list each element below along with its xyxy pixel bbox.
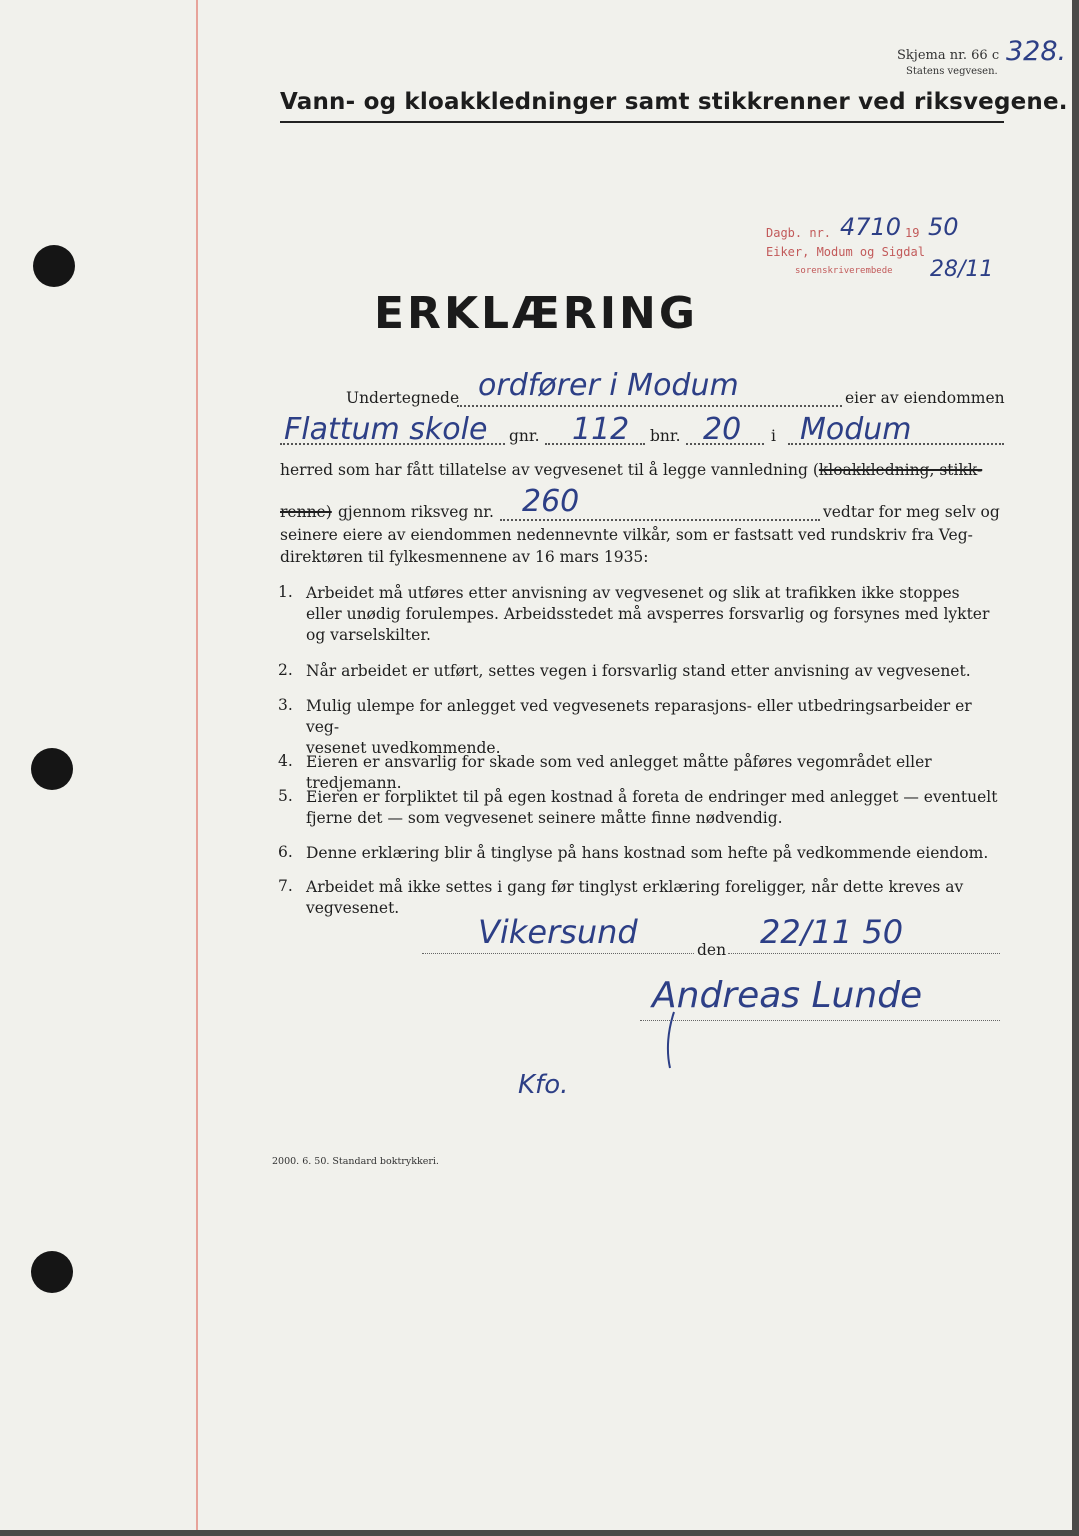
form-number: Skjema nr. 66 c [897,48,1000,63]
gnr-value: 112 [572,412,630,447]
condition-item [306,661,1006,682]
road-field-line [500,519,820,521]
printer-imprint: 2000. 6. 50. Standard boktrykkeri. [272,1156,439,1167]
body-line-3 [280,461,982,479]
condition-number: 6. [278,843,293,861]
bnr-value: 20 [703,412,742,447]
condition-item [306,843,1006,864]
stamp-year: 50 [928,213,959,241]
condition-number: 3. [278,696,293,714]
riksveg-label: gjennom riksveg nr. [338,503,494,521]
punch-hole [31,748,73,790]
stamp-dagbok-label: Dagb. nr. [766,226,832,240]
eier-label: eier av eiendommen [845,389,1005,407]
date-field-line [728,953,1000,954]
condition-item [306,583,1006,646]
undertegnede-label: Undertegnede [346,389,460,407]
signature: Andreas Lunde [652,975,923,1016]
stamp-court-name: Eiker, Modum og Sigdal [766,245,925,259]
stamp-dagbok-number: 4710 [840,213,902,241]
punch-hole [33,245,75,287]
margin-rule [196,0,198,1530]
undertegnede-value: ordfører i Modum [478,368,739,403]
condition-line: Når arbeidet er utført, settes vegen i forsvarlig stand etter anvisning av vegvesenet. [306,662,971,680]
condition-number: 1. [278,583,293,601]
struck-text: renne) [280,503,332,521]
condition-number: 2. [278,661,293,679]
body-line-5: seinere eiere av eiendommen nedennevnte vilkår, som er fastsatt ved rundskriv fra Veg- [280,526,973,544]
document-heading: Vann- og kloakkledninger samt stikkrenner ved riksvegene. [280,89,1068,115]
condition-number: 5. [278,787,293,805]
road-number-value: 260 [522,484,580,519]
bnr-label: bnr. [650,427,681,445]
stamp-court-office: sorenskriverembede [795,266,893,276]
property-value: Flattum skole [284,412,488,447]
stamp-year-prefix: 19 [905,226,920,240]
signing-date: 22/11 50 [760,913,904,951]
signing-place: Vikersund [478,913,638,951]
condition-line: Arbeidet må ikke settes i gang før tinglyst erklæring foreligger, når dette kreves av [306,878,964,896]
gnr-label: gnr. [509,427,540,445]
form-issuer: Statens vegvesen. [906,66,998,77]
condition-line: Eieren er ansvarlig for skade som ved anlegget måtte påføres vegområdet eller tredjemann. [306,753,932,792]
signature-line [640,1020,1000,1021]
body-line-3-text: herred som har fått tillatelse av vegvesenet til å legge vannledning ( [280,461,819,479]
condition-line: vegvesenet. [306,899,400,917]
condition-line: Denne erklæring blir å tinglyse på hans kostnad som hefte på vedkommende eiendom. [306,844,989,862]
stamp-date: 28/11 [930,257,994,282]
den-label: den [697,941,727,959]
signature-flourish [660,1010,682,1070]
condition-line: Arbeidet må utføres etter anvisning av vegvesenet og slik at trafikken ikke stoppes [306,584,960,602]
body-line-6: direktøren til fylkesmennene av 16 mars 1935: [280,548,649,566]
condition-number: 4. [278,752,293,770]
condition-line: vesenet uvedkommende. [306,739,501,757]
undertegnede-field-line [457,405,842,407]
condition-line: eller unødig forulempes. Arbeidsstedet må avsperres forsvarlig og forsynes med lykter [306,605,990,623]
form-number-handwritten: 328. [1006,36,1067,67]
condition-item [306,787,1006,829]
condition-number: 7. [278,877,293,895]
initials: Kfo. [518,1070,569,1100]
municipality-value: Modum [800,412,912,447]
condition-line: og varselskilter. [306,626,431,644]
document-title: ERKLÆRING [374,288,698,339]
struck-text: kloakkledning, stikk- [818,461,983,479]
punch-hole [31,1251,73,1293]
condition-line: Eieren er forpliktet til på egen kostnad å foreta de endringer med anlegget — eventuelt [306,788,998,806]
condition-line: Mulig ulempe for anlegget ved vegvesenets reparasjons- eller utbedringsarbeider er veg- [306,697,972,736]
place-field-line [422,953,694,954]
vedtar-text: vedtar for meg selv og [823,503,1000,521]
heading-rule [280,121,1004,123]
condition-item [306,696,1006,759]
condition-line: fjerne det — som vegvesenet seinere måtte finne nødvendig. [306,809,783,827]
i-label: i [771,427,776,445]
